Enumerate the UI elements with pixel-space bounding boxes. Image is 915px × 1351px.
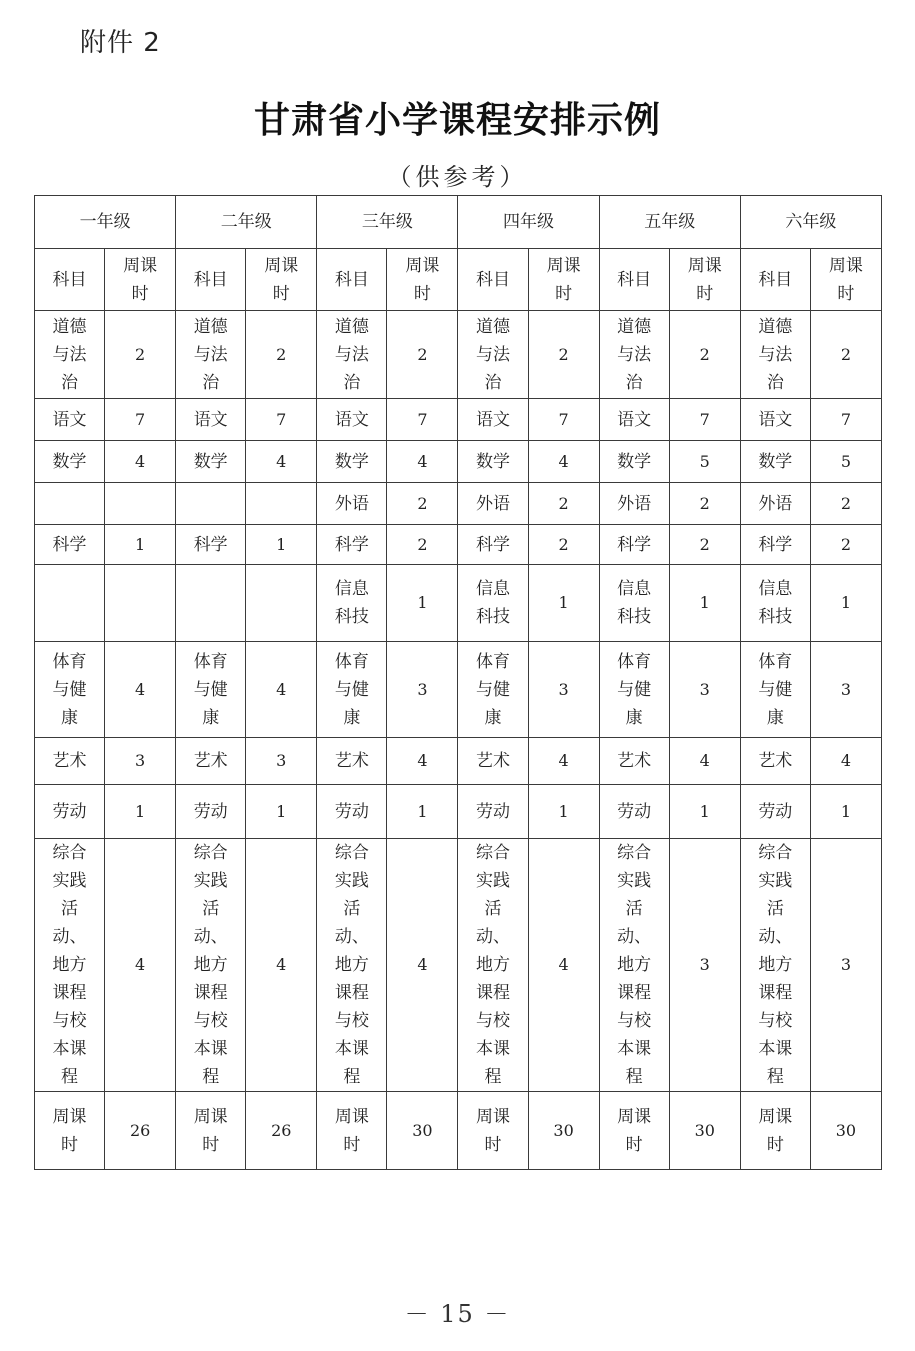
hours-cell: 1 <box>246 525 317 565</box>
hours-cell: 4 <box>105 839 176 1092</box>
hours-cell: 26 <box>105 1092 176 1170</box>
subject-cell <box>458 525 528 565</box>
subject-cell <box>740 441 810 483</box>
subject-name: 综合实践活动、地方课程与校本课程 <box>334 843 369 1087</box>
subject-cell <box>458 399 528 441</box>
subject-name: 周课时 <box>334 1106 369 1155</box>
hours-cell: 1 <box>810 565 881 642</box>
subject-cell <box>176 565 246 642</box>
page-number: － 15 － <box>404 1300 511 1328</box>
subject-name: 数学 <box>617 451 652 472</box>
hours-cell: 4 <box>387 738 458 785</box>
subject-cell <box>599 1092 669 1170</box>
subject-cell <box>35 1092 105 1170</box>
grade-header: 六年级 <box>740 196 881 249</box>
hours-cell: 4 <box>246 642 317 738</box>
subject-name: 科学 <box>758 534 793 555</box>
subject-name: 科学 <box>52 534 87 555</box>
hours-cell: 2 <box>246 311 317 399</box>
hours-cell: 7 <box>246 399 317 441</box>
hours-cell: 3 <box>810 642 881 738</box>
hours-cell: 4 <box>387 839 458 1092</box>
table-row <box>35 785 882 839</box>
subject-name: 数学 <box>334 451 369 472</box>
hours-cell: 2 <box>669 311 740 399</box>
hours-cell: 4 <box>528 738 599 785</box>
subject-name: 体育与健康 <box>476 651 510 728</box>
subject-cell <box>458 839 528 1092</box>
subject-cell <box>176 1092 246 1170</box>
subject-cell <box>176 738 246 785</box>
hours-cell: 2 <box>810 525 881 565</box>
table-row <box>35 1092 882 1170</box>
subject-name: 外语 <box>617 493 652 514</box>
table-row <box>35 642 882 738</box>
hours-cell: 1 <box>528 785 599 839</box>
subject-name: 劳动 <box>334 801 369 822</box>
subject-cell <box>35 839 105 1092</box>
hours-cell: 3 <box>669 642 740 738</box>
subject-name: 周课时 <box>52 1106 87 1155</box>
hours-cell: 4 <box>105 441 176 483</box>
subject-name: 数学 <box>476 451 510 472</box>
subject-cell <box>458 738 528 785</box>
subject-cell <box>176 483 246 525</box>
hours-cell: 1 <box>528 565 599 642</box>
subject-name: 劳动 <box>193 801 228 822</box>
subject-cell <box>740 642 810 738</box>
table-row <box>35 525 882 565</box>
grade-header: 一年级 <box>35 196 176 249</box>
hours-cell <box>246 565 317 642</box>
subject-cell <box>176 525 246 565</box>
hours-cell: 2 <box>387 525 458 565</box>
page-title: 甘肃省小学课程安排示例 <box>253 100 661 141</box>
hours-cell: 7 <box>105 399 176 441</box>
subject-column-header: 科目 <box>176 249 246 311</box>
hours-cell: 2 <box>669 483 740 525</box>
subject-cell <box>458 642 528 738</box>
subject-cell <box>599 642 669 738</box>
hours-cell: 2 <box>669 525 740 565</box>
subject-column-header: 科目 <box>458 249 528 311</box>
subject-cell <box>317 642 387 738</box>
hours-cell: 1 <box>387 565 458 642</box>
hours-cell: 3 <box>387 642 458 738</box>
subject-name: 科学 <box>334 534 369 555</box>
hours-column-header <box>810 249 881 311</box>
grade-header-row <box>35 196 882 249</box>
subject-name: 语文 <box>52 409 87 430</box>
hours-column-header-text: 周课时 <box>828 255 863 304</box>
subject-column-header: 科目 <box>35 249 105 311</box>
table-row <box>35 738 882 785</box>
hours-column-header-text: 周课时 <box>264 255 299 304</box>
subject-name: 周课时 <box>758 1106 793 1155</box>
grade-header: 四年级 <box>458 196 599 249</box>
subject-name: 语文 <box>334 409 369 430</box>
hours-cell: 7 <box>810 399 881 441</box>
subject-cell <box>176 441 246 483</box>
subject-name: 周课时 <box>617 1106 652 1155</box>
subject-name: 科学 <box>617 534 652 555</box>
subject-cell <box>35 399 105 441</box>
hours-cell: 1 <box>387 785 458 839</box>
subject-cell <box>599 483 669 525</box>
hours-cell: 1 <box>810 785 881 839</box>
subject-cell <box>317 441 387 483</box>
subject-cell <box>458 1092 528 1170</box>
subject-cell <box>740 785 810 839</box>
hours-cell: 5 <box>669 441 740 483</box>
subject-name: 外语 <box>476 493 510 514</box>
subject-name: 道德与法治 <box>476 316 510 393</box>
subject-name: 数学 <box>758 451 793 472</box>
subject-name: 信息科技 <box>334 579 369 627</box>
hours-column-header-text: 周课时 <box>405 255 440 304</box>
subject-name: 道德与法治 <box>193 316 228 393</box>
subject-name: 语文 <box>617 409 652 430</box>
subject-cell <box>176 311 246 399</box>
subject-cell <box>35 642 105 738</box>
hours-cell: 2 <box>528 525 599 565</box>
grade-header: 三年级 <box>317 196 458 249</box>
hours-cell: 30 <box>528 1092 599 1170</box>
subject-cell <box>317 399 387 441</box>
subject-name: 体育与健康 <box>334 651 369 728</box>
hours-cell: 4 <box>528 839 599 1092</box>
hours-cell: 4 <box>669 738 740 785</box>
hours-cell: 3 <box>810 839 881 1092</box>
subject-name: 道德与法治 <box>334 316 369 393</box>
subject-name: 语文 <box>193 409 228 430</box>
page-subtitle: （供参考） <box>387 163 528 191</box>
subject-cell <box>599 399 669 441</box>
attachment-label: 附件 2 <box>80 28 161 58</box>
subject-cell <box>740 399 810 441</box>
subject-name: 艺术 <box>758 751 793 771</box>
subject-name: 综合实践活动、地方课程与校本课程 <box>193 843 228 1087</box>
table-row <box>35 565 882 642</box>
subject-cell <box>35 785 105 839</box>
subject-name: 语文 <box>476 409 510 430</box>
hours-cell: 1 <box>105 525 176 565</box>
subject-cell <box>599 441 669 483</box>
subject-cell <box>35 441 105 483</box>
subject-cell <box>599 785 669 839</box>
subject-name: 数学 <box>52 451 87 472</box>
hours-cell: 26 <box>246 1092 317 1170</box>
table-row <box>35 483 882 525</box>
hours-cell: 2 <box>528 483 599 525</box>
hours-column-header <box>528 249 599 311</box>
subject-cell <box>317 525 387 565</box>
subject-name: 劳动 <box>476 801 510 822</box>
subject-cell <box>599 525 669 565</box>
subject-cell <box>35 738 105 785</box>
hours-cell: 3 <box>246 738 317 785</box>
hours-cell: 1 <box>246 785 317 839</box>
hours-cell: 4 <box>528 441 599 483</box>
hours-cell <box>105 483 176 525</box>
hours-cell: 7 <box>669 399 740 441</box>
subject-name: 信息科技 <box>617 579 652 627</box>
subject-cell <box>740 1092 810 1170</box>
table-row <box>35 441 882 483</box>
subject-name: 艺术 <box>193 751 228 771</box>
hours-cell: 5 <box>810 441 881 483</box>
column-header-row <box>35 249 882 311</box>
hours-column-header <box>387 249 458 311</box>
subject-cell <box>176 399 246 441</box>
subject-name: 艺术 <box>617 751 652 771</box>
hours-column-header-text: 周课时 <box>687 255 722 304</box>
subject-name: 数学 <box>193 451 228 472</box>
subject-name: 道德与法治 <box>617 316 652 393</box>
grade-header: 五年级 <box>599 196 740 249</box>
subject-cell <box>599 839 669 1092</box>
subject-name: 周课时 <box>193 1106 228 1155</box>
hours-column-header <box>246 249 317 311</box>
hours-cell: 3 <box>105 738 176 785</box>
subject-cell <box>317 839 387 1092</box>
hours-cell: 3 <box>528 642 599 738</box>
subject-cell <box>599 565 669 642</box>
subject-cell <box>176 642 246 738</box>
subject-name: 信息科技 <box>758 579 793 627</box>
subject-column-header: 科目 <box>317 249 387 311</box>
subject-cell <box>35 311 105 399</box>
subject-name: 体育与健康 <box>193 651 228 728</box>
hours-cell: 7 <box>528 399 599 441</box>
hours-cell: 2 <box>387 483 458 525</box>
subject-name: 外语 <box>334 493 369 514</box>
subject-cell <box>740 525 810 565</box>
subject-name: 体育与健康 <box>52 651 87 728</box>
subject-cell <box>740 483 810 525</box>
subject-name: 语文 <box>758 409 793 430</box>
subject-cell <box>317 311 387 399</box>
subject-cell <box>458 785 528 839</box>
subject-cell <box>317 565 387 642</box>
hours-cell: 1 <box>669 785 740 839</box>
subject-cell <box>740 565 810 642</box>
hours-cell: 7 <box>387 399 458 441</box>
subject-name: 科学 <box>476 534 510 555</box>
subject-name: 体育与健康 <box>617 651 652 728</box>
subject-name: 劳动 <box>52 801 87 822</box>
subject-name: 科学 <box>193 534 228 555</box>
subject-cell <box>317 1092 387 1170</box>
subject-name: 道德与法治 <box>758 316 793 393</box>
subject-name: 综合实践活动、地方课程与校本课程 <box>476 843 510 1087</box>
subject-cell <box>317 785 387 839</box>
grade-header: 二年级 <box>176 196 317 249</box>
hours-cell: 30 <box>810 1092 881 1170</box>
subject-cell <box>740 738 810 785</box>
hours-cell: 1 <box>669 565 740 642</box>
subject-column-header: 科目 <box>599 249 669 311</box>
hours-cell: 4 <box>105 642 176 738</box>
subject-cell <box>458 441 528 483</box>
hours-cell: 30 <box>669 1092 740 1170</box>
subject-cell <box>740 839 810 1092</box>
hours-cell: 2 <box>387 311 458 399</box>
subject-name: 劳动 <box>758 801 793 822</box>
subject-name: 信息科技 <box>476 579 510 627</box>
hours-cell: 2 <box>105 311 176 399</box>
subject-name: 艺术 <box>334 751 369 771</box>
subject-cell <box>599 738 669 785</box>
hours-column-header <box>105 249 176 311</box>
subject-cell <box>458 483 528 525</box>
hours-column-header-text: 周课时 <box>123 255 158 304</box>
hours-cell <box>105 565 176 642</box>
hours-cell: 2 <box>810 483 881 525</box>
subject-name: 周课时 <box>476 1106 510 1155</box>
hours-cell: 4 <box>246 441 317 483</box>
subject-cell <box>317 738 387 785</box>
hours-cell: 2 <box>528 311 599 399</box>
subject-cell <box>35 483 105 525</box>
subject-name: 艺术 <box>52 751 87 771</box>
subject-cell <box>317 483 387 525</box>
subject-cell <box>740 311 810 399</box>
subject-cell <box>176 839 246 1092</box>
subject-cell <box>176 785 246 839</box>
table-row <box>35 311 882 399</box>
subject-name: 综合实践活动、地方课程与校本课程 <box>52 843 87 1087</box>
subject-cell <box>599 311 669 399</box>
subject-cell <box>35 565 105 642</box>
subject-column-header: 科目 <box>740 249 810 311</box>
subject-name: 综合实践活动、地方课程与校本课程 <box>617 843 652 1087</box>
hours-cell: 4 <box>246 839 317 1092</box>
subject-name: 道德与法治 <box>52 316 87 393</box>
subject-cell <box>458 311 528 399</box>
subject-name: 劳动 <box>617 801 652 822</box>
hours-cell: 4 <box>387 441 458 483</box>
hours-column-header-text: 周课时 <box>546 255 581 304</box>
hours-cell: 3 <box>669 839 740 1092</box>
hours-cell: 30 <box>387 1092 458 1170</box>
hours-cell: 2 <box>810 311 881 399</box>
subject-name: 艺术 <box>476 751 510 771</box>
hours-cell: 4 <box>810 738 881 785</box>
subject-name: 外语 <box>758 493 793 514</box>
hours-cell <box>246 483 317 525</box>
subject-name: 体育与健康 <box>758 651 793 728</box>
table-row <box>35 399 882 441</box>
hours-column-header <box>669 249 740 311</box>
curriculum-table <box>34 195 882 1170</box>
subject-name: 综合实践活动、地方课程与校本课程 <box>758 843 793 1087</box>
hours-cell: 1 <box>105 785 176 839</box>
table-row <box>35 839 882 1092</box>
subject-cell <box>458 565 528 642</box>
subject-cell <box>35 525 105 565</box>
